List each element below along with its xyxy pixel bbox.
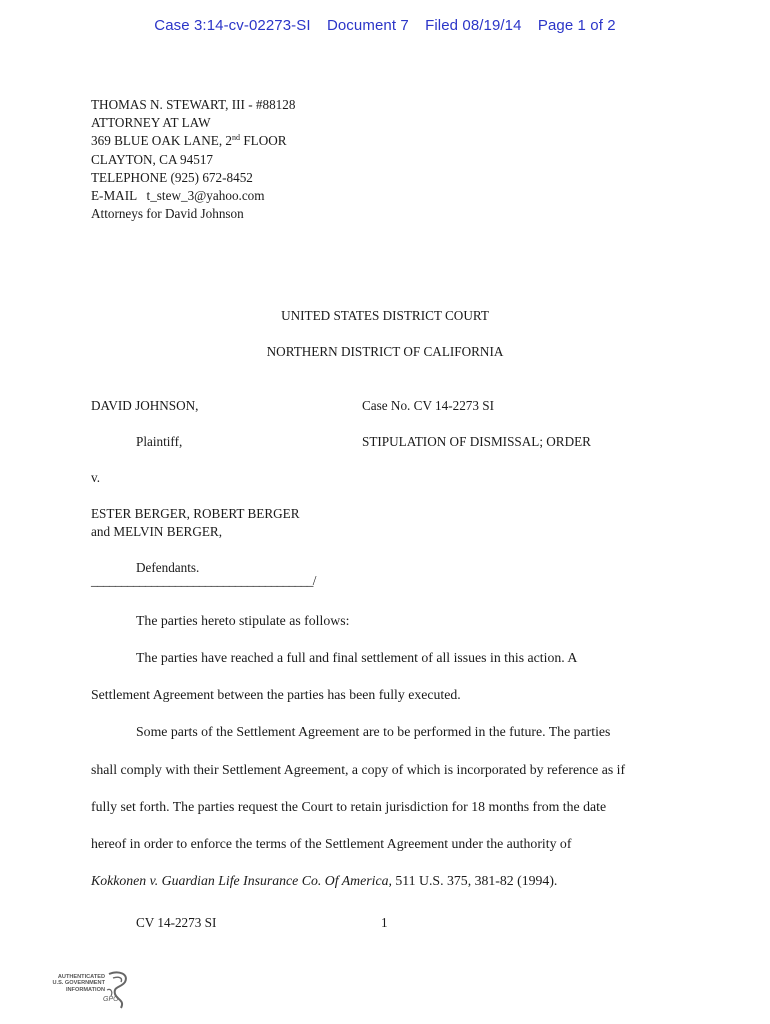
gpo-authentication-seal bbox=[43, 970, 133, 1014]
gpo-eagle-icon bbox=[105, 970, 131, 1010]
body-paragraph-3-line-3: fully set forth. The parties request the Court to retain jurisdiction for 18 months from the date bbox=[91, 799, 607, 814]
attorney-city: CLAYTON, CA 94517 bbox=[91, 151, 214, 167]
gpo-seal-text: AUTHENTICATED U.S. GOVERNMENT INFORMATION bbox=[52, 974, 105, 993]
attorney-for: Attorneys for David Johnson bbox=[91, 206, 244, 222]
versus: v. bbox=[91, 470, 101, 485]
body-paragraph-3-line-2: shall comply with their Settlement Agreement, a copy of which is incorporated by reference as if bbox=[91, 762, 626, 777]
court-district: NORTHERN DISTRICT OF CALIFORNIA bbox=[266, 344, 504, 359]
attorney-name: THOMAS N. STEWART, III - #88128 bbox=[91, 97, 296, 112]
caption-rule: _____________________________________/ bbox=[91, 573, 316, 588]
case-citation bbox=[91, 873, 557, 889]
court-name: UNITED STATES DISTRICT COURT bbox=[281, 308, 489, 323]
header-case-number: Case 3:14-cv-02273-SI bbox=[154, 17, 311, 34]
defendants-role: Defendants. bbox=[136, 560, 200, 575]
case-number: Case No. CV 14-2273 SI bbox=[362, 398, 494, 413]
attorney-address: 369 BLUE OAK LANE, 2nd FLOOR bbox=[91, 133, 287, 149]
body-paragraph-2-line-2: Settlement Agreement between the parties has been fully executed. bbox=[91, 687, 461, 702]
gpo-mark: GPO bbox=[103, 996, 119, 1003]
body-paragraph-2-line-1: The parties have reached a full and final settlement of all issues in this action. A bbox=[136, 650, 578, 665]
attorney-phone: TELEPHONE (925) 672-8452 bbox=[91, 169, 253, 185]
defendants-line-2: and MELVIN BERGER, bbox=[91, 524, 223, 539]
attorney-title: ATTORNEY AT LAW bbox=[91, 115, 211, 131]
body-paragraph-1: The parties hereto stipulate as follows: bbox=[136, 613, 350, 628]
body-paragraph-3-line-4: hereof in order to enforce the terms of the Settlement Agreement under the authority of bbox=[91, 836, 572, 851]
citation-reporter: 511 U.S. 375, 381-82 (1994). bbox=[391, 873, 558, 888]
header-page-count: Page 1 of 2 bbox=[537, 17, 616, 34]
document-title: STIPULATION OF DISMISSAL; ORDER bbox=[362, 434, 591, 449]
ecf-header-stamp bbox=[0, 17, 770, 34]
header-filed-date: Filed 08/19/14 bbox=[425, 17, 522, 34]
footer-page-number: 1 bbox=[381, 915, 388, 930]
header-document-number: Document 7 bbox=[326, 17, 409, 34]
body-paragraph-3-line-1: Some parts of the Settlement Agreement are to be performed in the future. The parties bbox=[136, 724, 611, 739]
plaintiff-name: DAVID JOHNSON, bbox=[91, 398, 199, 413]
footer-case-number: CV 14-2273 SI bbox=[136, 915, 217, 930]
defendants-line-1: ESTER BERGER, ROBERT BERGER bbox=[91, 506, 300, 521]
attorney-email: E-MAIL t_stew_3@yahoo.com bbox=[91, 188, 265, 204]
attorney-block bbox=[91, 96, 295, 223]
plaintiff-role: Plaintiff, bbox=[136, 434, 183, 449]
citation-case-name: Kokkonen v. Guardian Life Insurance Co. Of America, bbox=[91, 873, 392, 888]
